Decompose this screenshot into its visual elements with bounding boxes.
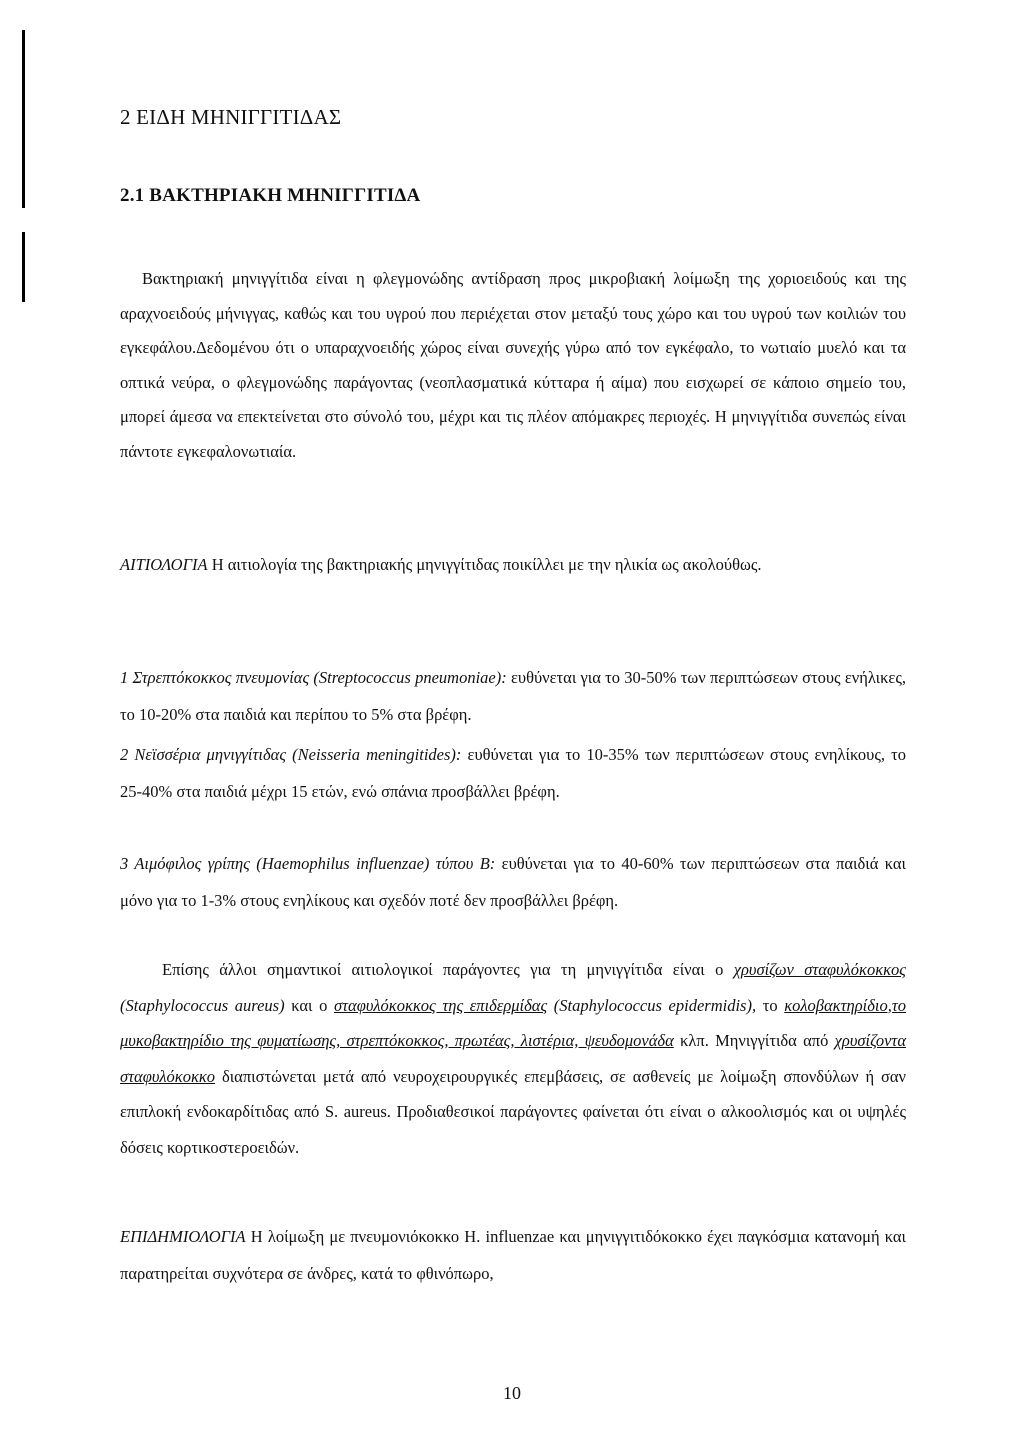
epidemiology-label: ΕΠΙΔΗΜΙΟΛΟΓΙΑ [120,1227,246,1246]
text-run: διαπιστώνεται μετά από νευροχειρουργικές επεμβάσεις, σε ασθενείς με λοίμωξη σπονδύλων ή σαν επιπλοκή ενδοκαρδίτιδας από S. aureus. Προδιαθεσικοί παράγοντες φαίνεται ότι είναι ο αλκοολισμός και οι υψηλές δόσεις κορτικοστεροειδών. [120,1066,906,1157]
list-item-haemophilus [120,845,906,919]
list-item-lead: 2 Νεϊσσέρια μηνιγγίτιδας (Neisseria meningitides): [120,745,462,764]
list-item-neisseria [120,736,906,810]
text-run: και ο [284,995,334,1015]
paragraph-etiology [120,546,906,583]
text-run: κλπ. Μηνιγγίτιδα από [673,1031,835,1050]
subsection-heading: 2.1 ΒΑΚΤΗΡΙΑΚΗ ΜΗΝΙΓΓΙΤΙΔΑ [120,185,421,206]
list-item-text: ευθύνεται για το 10-35% των περιπτώσεων στους ενηλίκους, το 25-40% στα παιδιά μέχρι 15 ετών, ενώ σπάνια προσβάλλει βρέφη. [120,745,906,801]
list-item-streptococcus [120,660,906,733]
text-run: Επίσης άλλοι σημαντικοί αιτιολογικοί παράγοντες για τη μηνιγγίτιδα είναι ο [162,960,734,979]
epidemiology-text: Η λοίμωξη με πνευμονιόκοκκο Η. influenzae και μηνιγγιτιδόκοκκο έχει παγκόσμια κατανομή και παρατηρείται συχνότερα σε άνδρες, κατά το φθινόπωρο, [120,1227,906,1283]
etiology-text: Η αιτιολογία της βακτηριακής μηνιγγίτιδας ποικίλλει με την ηλικία ως ακολούθως. [207,555,762,574]
term-underlined: σταφυλόκοκκος της επιδερμίδας [333,995,548,1015]
scan-edge-line [22,30,25,208]
text-run: το [756,995,785,1015]
etiology-label: ΑΙΤΙΟΛΟΓΙΑ [120,555,208,574]
term-underlined: χρυσίζοντα σταφυλόκοκκο [120,1031,906,1086]
list-item-text: ευθύνεται για το 30-50% των περιπτώσεων στους ενήλικες, το 10-20% στα παιδιά και περίπου το 5% στα βρέφη. [120,668,906,724]
scan-edge-line [22,232,25,302]
term-underlined: κολοβακτηρίδιο,το μυκοβακτηρίδιο της φυματίωσης, στρεπτόκοκκος, πρωτέας, λιστέρια, ψευδομονάδα [120,995,906,1050]
page-number: 10 [503,1383,521,1403]
list-item-lead: 1 Στρεπτόκοκκος πνευμονίας (Streptococcus pneumoniae): [120,668,507,687]
list-item-lead: 3 Αιμόφιλος γρίπης (Haemophilus influenzae) τύπου Β: [120,854,496,873]
list-item-text: ευθύνεται για το 40-60% των περιπτώσεων στα παιδιά και μόνο για το 1-3% στους ενηλίκους και σχεδόν ποτέ δεν προσβάλλει βρέφη. [120,854,906,910]
paragraph-other-agents [120,952,906,1165]
term-latin: (Staphylococcus epidermidis), [547,995,757,1015]
paragraph-epidemiology [120,1218,906,1292]
paragraph-definition: Βακτηριακή μηνιγγίτιδα είναι η φλεγμονώδης αντίδραση προς μικροβιακή λοίμωξη της χοριοειδούς και της αραχνοειδούς μήνιγγας, καθώς και του υγρού που περιέχεται στον μεταξύ τους χώρο και του υγρού των κοιλιών του εγκεφάλου.Δεδομένου ότι ο υπαραχνοειδής χώρος είναι συνεχής γύρω από τον εγκέφαλο, το νωτιαίο μυελό και τα οπτικά νεύρα, ο φλεγμονώδης παράγοντας (νεοπλασματικά κύτταρα ή αίμα) που εισχωρεί σε κάποιο σημείο του, μπορεί άμεσα να επεκτείνεται στο σύνολό του, μέχρι και τις πλέον απόμακρες περιοχές. Η μηνιγγίτιδα συνεπώς είναι πάντοτε εγκεφαλονωτιαία. [120,269,906,461]
term-latin: (Staphylococcus aureus) [120,995,285,1015]
section-heading: 2 ΕΙΔΗ ΜΗΝΙΓΓΙΤΙΔΑΣ [120,105,342,129]
term-underlined: χρυσίζων σταφυλόκοκκος [733,960,906,979]
